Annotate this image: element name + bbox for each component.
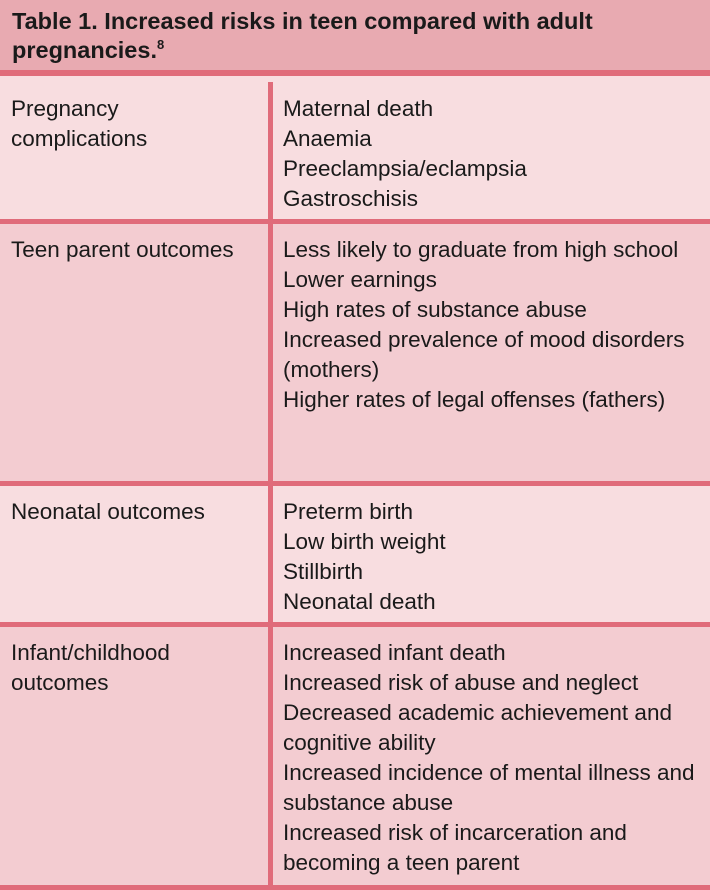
list-item: Increased risk of abuse and neglect xyxy=(283,670,639,695)
list-item: Increased prevalence of mood disorders (mothers) xyxy=(283,327,685,382)
row-items xyxy=(283,497,703,617)
list-item: Increased infant death xyxy=(283,640,506,665)
list-item: High rates of substance abuse xyxy=(283,297,587,322)
column-divider xyxy=(268,82,273,890)
list-item: Maternal death xyxy=(283,96,434,121)
row-category: Teen parent outcomes xyxy=(11,237,234,262)
table-row xyxy=(0,224,710,481)
list-item: Lower earnings xyxy=(283,267,437,292)
table-title-text: Table 1. Increased risks in teen compared with adult pregnancies. xyxy=(12,8,593,63)
row-items xyxy=(283,638,703,878)
list-item: Decreased academic achievement and cognitive ability xyxy=(283,700,672,755)
list-item: Low birth weight xyxy=(283,529,446,554)
table-row xyxy=(0,486,710,622)
list-item: Neonatal death xyxy=(283,589,436,614)
row-items xyxy=(283,235,703,415)
list-item: Gastroschisis xyxy=(283,186,419,211)
row-category: Pregnancy complications xyxy=(11,96,148,151)
list-item: Increased risk of incarceration and becoming a teen parent xyxy=(283,820,627,875)
list-item: Increased incidence of mental illness and substance abuse xyxy=(283,760,695,815)
table-header xyxy=(0,0,710,76)
list-item: Higher rates of legal offenses (fathers) xyxy=(283,387,666,412)
row-divider xyxy=(0,885,710,890)
row-category: Infant/childhood outcomes xyxy=(11,640,170,695)
list-item: Stillbirth xyxy=(283,559,364,584)
row-category: Neonatal outcomes xyxy=(11,499,205,524)
table-title xyxy=(12,7,702,65)
title-reference: 8 xyxy=(156,37,165,53)
list-item: Less likely to graduate from high school xyxy=(283,237,679,262)
row-items xyxy=(283,94,703,214)
list-item: Preeclampsia/eclampsia xyxy=(283,156,527,181)
list-item: Anaemia xyxy=(283,126,372,151)
table-row xyxy=(0,82,710,219)
list-item: Preterm birth xyxy=(283,499,414,524)
table-row xyxy=(0,627,710,885)
